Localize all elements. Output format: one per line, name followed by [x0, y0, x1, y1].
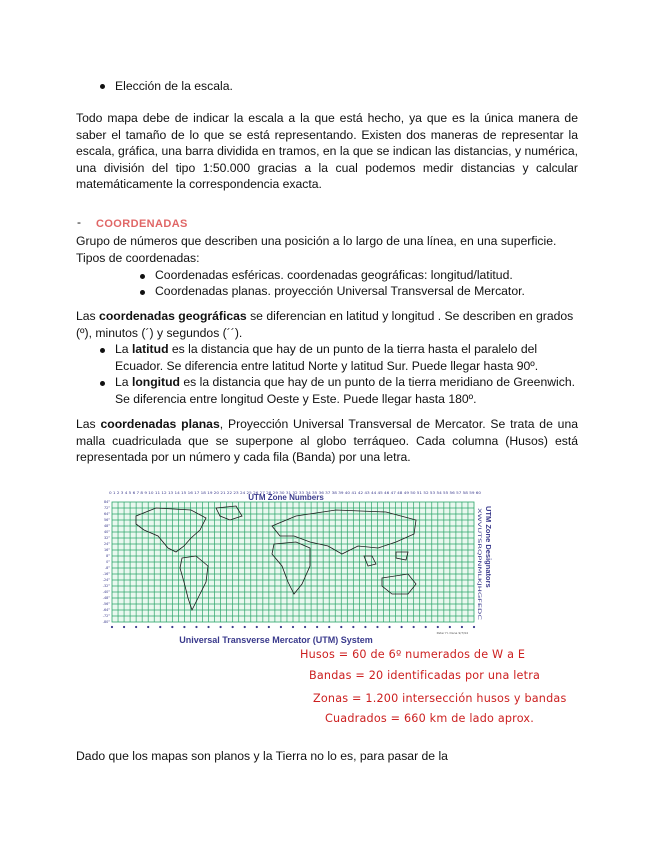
- longitude-tick: [340, 626, 342, 628]
- coord-type-item: Coordenadas planas. proyección Universal Transversal de Mercator.: [155, 284, 525, 298]
- note-zonas: Zonas = 1.200 intersección husos y bandas: [313, 692, 567, 705]
- longitude-tick: [147, 626, 149, 628]
- latitude-label: 24°: [103, 542, 110, 546]
- latitude-label: -24°: [102, 578, 110, 582]
- latitude-label: -64°: [102, 608, 110, 612]
- latitude-label: -40°: [102, 590, 110, 594]
- longitude-tick: [473, 626, 475, 628]
- longitude-tick: [316, 626, 318, 628]
- longitude-tick: [207, 626, 209, 628]
- note-bandas: Bandas = 20 identificadas por una letra: [309, 669, 541, 682]
- longitude-tick: [232, 626, 234, 628]
- coord-type-item: Coordenadas esféricas. coordenadas geográficas: longitud/latitud.: [155, 268, 513, 282]
- latitude-label: -56°: [102, 602, 110, 606]
- map-bottom-title: Universal Transverse Mercator (UTM) System: [179, 635, 373, 645]
- latitude-label: 0°: [106, 560, 110, 564]
- bold-term: longitud: [131, 375, 181, 389]
- text-run: es la distancia que hay de un punto de la tierra hasta el paralelo del Ecuador. Se diferencia entre latitud Norte y latitud Sur. Puede llegar hasta 90º.: [115, 342, 539, 373]
- longitude-tick: [328, 626, 330, 628]
- text-run: La: [115, 342, 132, 356]
- map-credit: Peter H. Dana 9/7/94: [436, 631, 468, 635]
- geographic-paragraph: [76, 308, 578, 341]
- longitude-tick: [159, 626, 161, 628]
- latitude-label: -16°: [102, 572, 110, 576]
- bullet-dot: [100, 348, 105, 353]
- text-run: Las: [76, 417, 101, 431]
- latitude-label: -48°: [102, 596, 110, 600]
- longitude-tick: [292, 626, 294, 628]
- utm-zone-map: [96, 486, 494, 646]
- heading-dash: -: [77, 215, 81, 229]
- latitude-label: 8°: [106, 554, 110, 558]
- longitude-tick: [364, 626, 366, 628]
- coordinates-intro: Grupo de números que describen una posición a lo largo de una línea, en una superficie. Tipos de coordenadas:: [76, 234, 557, 265]
- note-husos: Husos = 60 de 6º numerados de W a E: [300, 648, 526, 661]
- text-run: Las: [76, 309, 100, 323]
- bold-term: coordenadas planas: [100, 417, 220, 431]
- longitude-tick: [437, 626, 439, 628]
- longitude-tick: [256, 626, 258, 628]
- latitude-label: -32°: [102, 584, 110, 588]
- latitude-label: 40°: [103, 530, 110, 534]
- text-run: es la distancia que hay de un punto de la tierra meridiano de Greenwich. Se diferencia entre longitud Oeste y Este. Puede llegar hasta 180º.: [115, 375, 575, 406]
- text-run: , Proyección Universal Transversal de Mercator. Se trata de una malla cuadriculada que se superpone al globo terráqueo. Cada columna (Husos) está representada por un número y cada fila (Banda) por una letra.: [76, 417, 578, 465]
- longitude-tick: [135, 626, 137, 628]
- map-side-title: UTM Zone Designators: [484, 506, 493, 588]
- bold-term: latitud: [131, 342, 169, 356]
- longitude-tick: [183, 626, 185, 628]
- note-cuadrados: Cuadrados = 660 km de lado aprox.: [325, 712, 535, 725]
- longitude-tick: [111, 626, 113, 628]
- text-run: se diferencian en latitud y longitud . Se describen en grados (º), minutos (´) y segundos (´´).: [76, 309, 574, 340]
- latitude-label: 72°: [103, 506, 110, 510]
- scale-paragraph: Todo mapa debe de indicar la escala a la que está hecho, ya que es la única manera de saber el tamaño de lo que se está representando. Existen dos maneras de representar la escala, gráfica, una barra dividida en tramos, en la que se indican las distancias, y numérica, una división del tipo 1:50.000 gracias a la cual podemos medir distancias y calcular matemáticamente la correspondencia exacta.: [76, 111, 578, 192]
- longitude-item: [115, 374, 577, 407]
- latitude-label: 64°: [103, 512, 110, 516]
- longitude-tick: [461, 626, 463, 628]
- bullet-dot: [140, 290, 145, 295]
- utm-grid: [112, 502, 474, 622]
- zone-numbers-row: 0 1 2 3 4 5 6 7 8 9 10 11 12 13 14 15 16 17 18 19 20 21 22 23 24 25 26 27 28 29 30 31 32 33 34 35 36 37 38 39 40 41 42 43 44 45 46 47 48 49 50 51 52 53 54 55 56 57 58 59 60: [109, 491, 481, 495]
- latitude-label: -72°: [102, 614, 110, 618]
- latitude-label: -80°: [102, 620, 110, 624]
- longitude-tick: [413, 626, 415, 628]
- plane-coordinates-paragraph: [76, 416, 578, 466]
- longitude-tick: [449, 626, 451, 628]
- longitude-tick: [268, 626, 270, 628]
- longitude-tick: [388, 626, 390, 628]
- longitude-tick: [195, 626, 197, 628]
- bold-term: coordenadas geográficas: [99, 309, 247, 323]
- bullet-dot: [140, 274, 145, 279]
- latitude-label: 32°: [103, 536, 110, 540]
- latitude-label: -8°: [104, 566, 110, 570]
- longitude-tick: [352, 626, 354, 628]
- longitude-tick: [376, 626, 378, 628]
- map-title: UTM Zone Numbers: [248, 493, 324, 502]
- band-letters: XWVUTSRQPNMLKJHGFEDC: [477, 508, 482, 566]
- bullet-dot: [100, 84, 105, 89]
- latitude-label: 48°: [103, 524, 110, 528]
- longitude-tick: [304, 626, 306, 628]
- longitude-tick: [171, 626, 173, 628]
- longitude-tick: [220, 626, 222, 628]
- latitude-item: [115, 341, 577, 374]
- latitude-label: 84°: [103, 500, 110, 504]
- longitude-tick: [425, 626, 427, 628]
- longitude-tick: [401, 626, 403, 628]
- longitude-tick: [280, 626, 282, 628]
- closing-paragraph: Dado que los mapas son planos y la Tierra no lo es, para pasar de la: [76, 749, 448, 763]
- scale-bullet: Elección de la escala.: [115, 79, 233, 93]
- text-run: La: [115, 375, 132, 389]
- longitude-tick: [123, 626, 125, 628]
- section-heading: COORDENADAS: [96, 218, 188, 230]
- latitude-label: 16°: [103, 548, 110, 552]
- latitude-label: 56°: [103, 518, 110, 522]
- bullet-dot: [100, 381, 105, 386]
- longitude-tick: [244, 626, 246, 628]
